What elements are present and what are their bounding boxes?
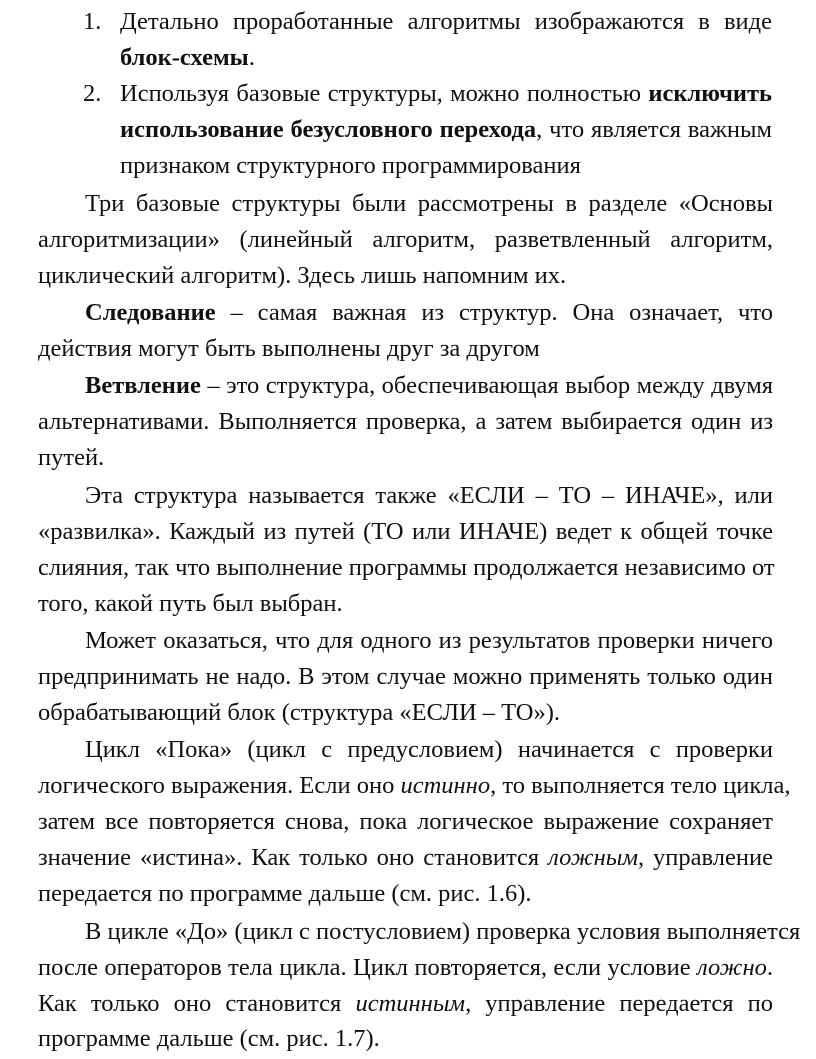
paragraph-5-line-3: обрабатывающий блок (структура «ЕСЛИ – ТО»). — [38, 699, 561, 726]
term-sequence: Следование — [85, 299, 216, 326]
list-number: 1. — [83, 8, 102, 35]
term-true: истинно — [400, 772, 491, 799]
paragraph-3-line-2: альтернативами. Выполняется проверка, а затем выбирается один из — [38, 408, 773, 435]
list-item-2-line-2: использование безусловного перехода, что является важным — [120, 116, 772, 143]
paragraph-5-line-1: Может оказаться, что для одного из результатов проверки ничего — [85, 627, 773, 654]
list-item-2-line-1: Используя базовые структуры, можно полностью исключить — [120, 80, 772, 107]
paragraph-7-line-1: В цикле «До» (цикл с постусловием) проверка условия выполняется — [85, 918, 801, 945]
list-number: 2. — [83, 80, 102, 107]
paragraph-3-line-1: Ветвление – это структура, обеспечивающая выбор между двумя — [85, 372, 773, 399]
paragraph-4-line-3: слияния, так что выполнение программы продолжается независимо от — [38, 554, 775, 581]
paragraph-6-line-2: логического выражения. Если оно истинно, то выполняется тело цикла, — [38, 772, 791, 799]
paragraph-1-line-3: циклический алгоритм). Здесь лишь напомним их. — [38, 262, 567, 289]
list-item-1-line-2: блок-схемы. — [120, 44, 255, 71]
list-item-1-line-1: Детально проработанные алгоритмы изображаются в виде — [120, 8, 772, 35]
paragraph-6-line-3: затем все повторяется снова, пока логическое выражение сохраняет — [38, 808, 773, 835]
paragraph-2-line-2: действия могут быть выполнены друг за другом — [38, 335, 540, 362]
term-false: ложным — [548, 844, 638, 871]
paragraph-4-line-1: Эта структура называется также «ЕСЛИ – ТО – ИНАЧЕ», или — [85, 482, 773, 509]
paragraph-7-line-4: программе дальше (см. рис. 1.7). — [38, 1025, 380, 1052]
term-false: ложно — [697, 954, 767, 981]
term-branching: Ветвление — [85, 372, 201, 399]
paragraph-6-line-1: Цикл «Пока» (цикл с предусловием) начинается с проверки — [85, 736, 773, 763]
paragraph-4-line-4: того, какой путь был выбран. — [38, 590, 343, 617]
paragraph-1-line-2: алгоритмизации» (линейный алгоритм, разветвленный алгоритм, — [38, 226, 773, 253]
paragraph-4-line-2: «развилка». Каждый из путей (ТО или ИНАЧЕ) ведет к общей точке — [38, 518, 773, 545]
paragraph-1-line-1: Три базовые структуры были рассмотрены в разделе «Основы — [85, 190, 773, 217]
paragraph-5-line-2: предпринимать не надо. В этом случае можно применять только один — [38, 663, 773, 690]
paragraph-7-line-3: Как только оно становится истинным, управление передается по — [38, 990, 773, 1017]
paragraph-3-line-3: путей. — [38, 444, 105, 471]
paragraph-6-line-5: передается по программе дальше (см. рис. 1.6). — [38, 880, 532, 907]
paragraph-7-line-2: после операторов тела цикла. Цикл повторяется, если условие ложно. — [38, 954, 773, 981]
term-true: истинным — [355, 990, 466, 1017]
list-item-2-line-3: признаком структурного программирования — [120, 152, 581, 179]
term-flowchart: блок-схемы — [120, 44, 249, 71]
paragraph-2-line-1: Следование – самая важная из структур. Она означает, что — [85, 299, 773, 326]
paragraph-6-line-4: значение «истина». Как только оно становится ложным, управление — [38, 844, 773, 871]
